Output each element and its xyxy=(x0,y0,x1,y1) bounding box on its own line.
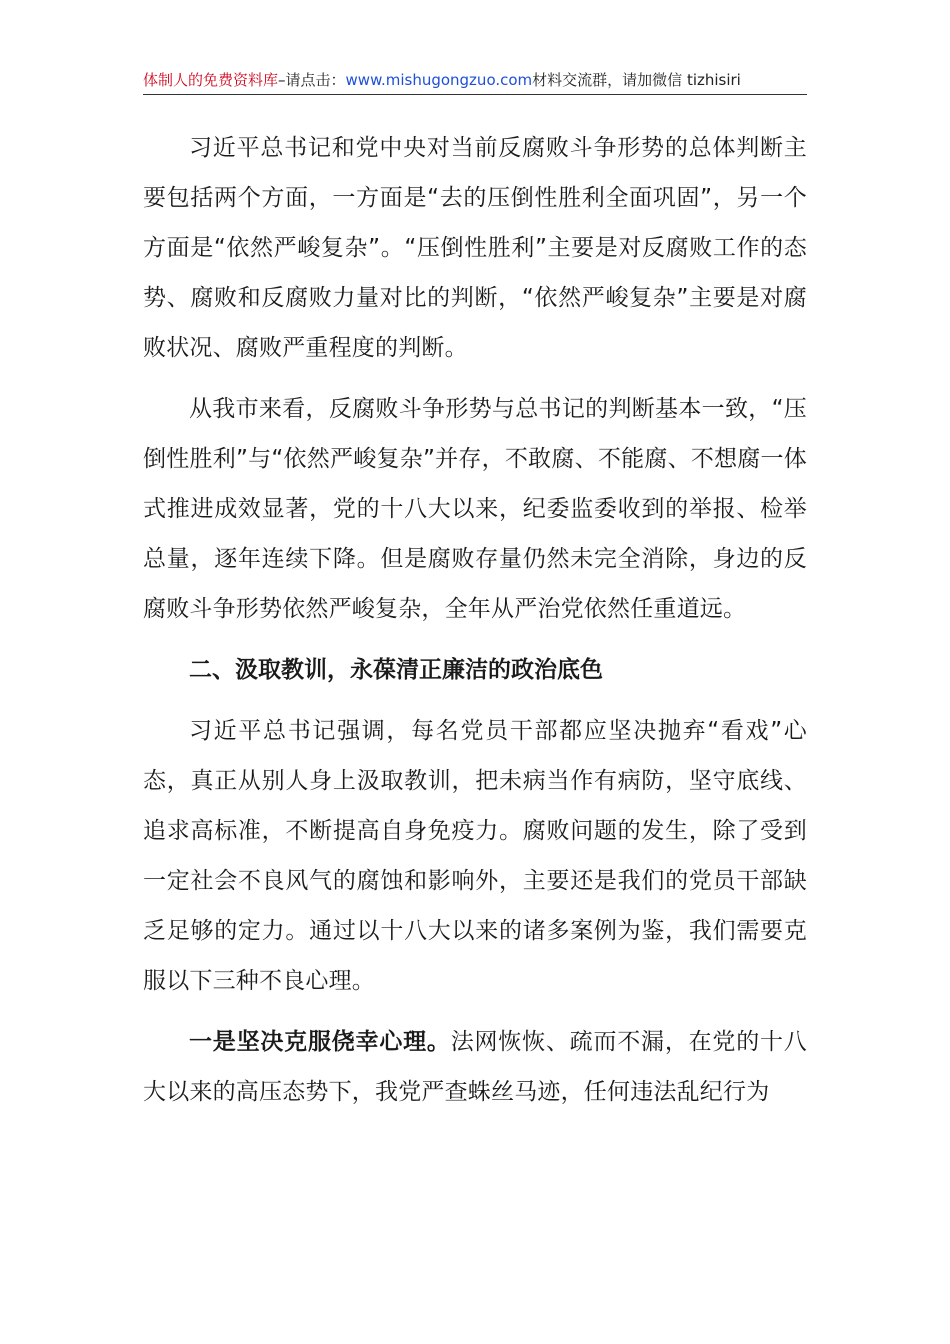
paragraph-4-text: 法网恢恢、疏而不漏，在党的十八大以来的高压态势下，我党严查蛛丝马迹，任何违法乱纪行为 xyxy=(143,1029,808,1105)
header-link[interactable]: www.mishugongzuo.com xyxy=(345,71,533,89)
document-body xyxy=(143,123,807,1128)
paragraph-1: 习近平总书记和党中央对当前反腐败斗争形势的总体判断主要包括两个方面，一方面是“去的压倒性胜利全面巩固”，另一个方面是“依然严峻复杂”。“压倒性胜利”主要是对反腐败工作的态势、腐败和反腐败力量对比的判断，“依然严峻复杂”主要是对腐败状况、腐败严重程度的判断。 xyxy=(143,135,807,361)
header-prompt: –请点击： xyxy=(278,71,346,89)
header-brand: 体制人的免费资料库 xyxy=(143,71,279,89)
paragraph-4 xyxy=(143,1017,807,1117)
paragraph-4-lead: 一是坚决克服侥幸心理。 xyxy=(189,1029,451,1055)
header-contact: 材料交流群，请加微信 tizhisiri xyxy=(532,71,741,89)
page-header xyxy=(143,66,807,95)
section-heading-2: 二、汲取教训，永葆清正廉洁的政治底色 xyxy=(189,657,603,683)
paragraph-2: 从我市来看，反腐败斗争形势与总书记的判断基本一致，“压倒性胜利”与“依然严峻复杂”并存，不敢腐、不能腐、不想腐一体式推进成效显著，党的十八大以来，纪委监委收到的举报、检举总量，逐年连续下降。但是腐败存量仍然未完全消除，身边的反腐败斗争形势依然严峻复杂，全年从严治党依然任重道远。 xyxy=(143,396,807,622)
paragraph-3: 习近平总书记强调，每名党员干部都应坚决抛弃“看戏”心态，真正从别人身上汲取教训，把未病当作有病防，坚守底线、追求高标准，不断提高自身免疫力。腐败问题的发生，除了受到一定社会不良风气的腐蚀和影响外，主要还是我们的党员干部缺乏足够的定力。通过以十八大以来的诸多案例为鉴，我们需要克服以下三种不良心理。 xyxy=(143,718,807,994)
